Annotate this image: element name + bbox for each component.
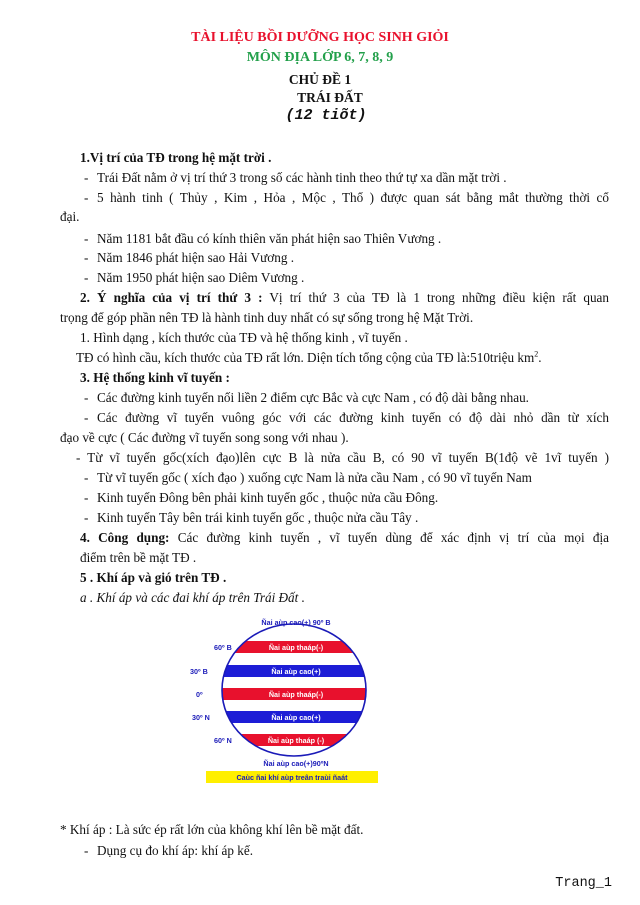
section-2-text: Vị trí thứ 3 của TĐ là 1 trong những điều kiện rất quan: [269, 290, 609, 305]
section-2-paragraph: [80, 290, 609, 306]
page-number: Trang_1: [555, 876, 612, 891]
label-belt-30s: Ñai aùp cao(+): [271, 713, 321, 722]
bullet-dash: -: [84, 843, 89, 858]
s3-bullet-3: - Từ vĩ tuyến gốc(xích đạo)lên cực B là nửa cầu B, có 90 vĩ tuyến B(1độ vẽ 1vĩ tuyến ): [76, 450, 609, 465]
s2-item-1: 1. Hình dạng , kích thước của TĐ và hệ thống kinh , vĩ tuyến .: [80, 330, 408, 345]
air-pressure-definition: * Khí áp : Là sức ép rất lớn của không khí lên bề mặt đất.: [60, 822, 364, 837]
document-subject: MÔN ĐỊA LỚP 6, 7, 8, 9: [246, 50, 394, 65]
s3-bullet-6: Kinh tuyến Tây bên trái kinh tuyến gốc , thuộc nửa cầu Tây .: [97, 510, 419, 525]
lat-label-60n: 60º B: [214, 643, 232, 652]
bullet-dash: -: [84, 410, 89, 425]
lat-label-equator: 0º: [196, 690, 203, 699]
section-4-text: Các đường kinh tuyến , vĩ tuyến dùng để xác định vị trí của mọi địa: [177, 530, 609, 545]
s1-bullet-2-cont: đại.: [60, 209, 80, 224]
label-belt-60s: Ñai aùp thaáp (-): [267, 736, 325, 745]
diagram-caption: Caùc ñai khí aùp treân traùi ñaát: [236, 773, 348, 782]
s1-bullet-3: Năm 1181 bắt đầu có kính thiên văn phát hiện sao Thiên Vương .: [97, 231, 442, 246]
s3-bullet-2: Các đường vĩ tuyến vuông góc với các đường kinh tuyến có độ dài nhỏ dần từ xích: [97, 410, 609, 425]
section-4-heading: 4. Công dụng:: [80, 530, 170, 545]
bullet-dash: -: [84, 270, 89, 285]
label-north-pole-high: Ñai aùp cao(+) 90º B: [261, 618, 331, 627]
topic-number: CHỦ ĐỀ 1: [288, 72, 352, 87]
bullet-dash: -: [84, 170, 89, 185]
label-south-pole-high: Ñai aùp cao(+)90ºN: [263, 759, 329, 768]
section-1-heading: 1.Vị trí của TĐ trong hệ mặt trời .: [80, 150, 272, 165]
section-5a-heading: a . Khí áp và các đai khí áp trên Trái Đất .: [80, 590, 305, 605]
s1-bullet-1: Trái Đất nằm ở vị trí thứ 3 trong số các hành tinh theo thứ tự xa dần mặt trời .: [97, 170, 507, 185]
section-2-heading: 2. Ý nghĩa của vị trí thứ 3 :: [80, 290, 263, 305]
pressure-belts-diagram: [190, 616, 390, 786]
s1-bullet-2: 5 hành tinh ( Thủy , Kim , Hỏa , Mộc , Thổ ) được quan sát bằng mắt thường thời cổ: [97, 190, 609, 205]
bullet-dash: -: [84, 190, 89, 205]
s3-bullet-5: Kinh tuyến Đông bên phải kinh tuyến gốc , thuộc nửa cầu Đông.: [97, 490, 439, 505]
label-belt-equator: Ñai aùp thaáp(-): [268, 690, 324, 699]
barometer-line: Dụng cụ đo khí áp: khí áp kế.: [97, 843, 254, 858]
bullet-dash: -: [84, 470, 89, 485]
s3-bullet-2-cont: đạo về cực ( Các đường vĩ tuyến song song với nhau ).: [60, 430, 349, 445]
lat-label-60s: 60º N: [214, 736, 232, 745]
s3-bullet-4: Từ vĩ tuyến gốc ( xích đạo ) xuống cực Nam là nửa cầu Nam , có 90 vĩ tuyến Nam: [97, 470, 532, 485]
lat-label-30n: 30º B: [190, 667, 208, 676]
lat-label-30s: 30º N: [192, 713, 210, 722]
bullet-dash: -: [84, 250, 89, 265]
label-belt-60n: Ñai aùp thaáp(-): [268, 643, 324, 652]
label-belt-30n: Ñai aùp cao(+): [271, 667, 321, 676]
bullet-dash: -: [84, 490, 89, 505]
document-title: TÀI LIỆU BỒI DƯỠNG HỌC SINH GIỎI: [191, 30, 449, 45]
section-4-paragraph: [80, 530, 609, 546]
section-4-text-cont: điểm trên bề mặt TĐ .: [80, 550, 197, 565]
bullet-dash: -: [84, 390, 89, 405]
s3-bullet-1: Các đường kinh tuyến nối liền 2 điểm cực Bắc và cực Nam , có độ dài bằng nhau.: [97, 390, 529, 405]
section-3-heading: 3. Hệ thống kinh vĩ tuyến :: [80, 370, 230, 385]
s1-bullet-4: Năm 1846 phát hiện sao Hải Vương .: [97, 250, 295, 265]
topic-name: TRÁI ĐẤT: [297, 90, 363, 105]
s2-item-1-text: TĐ có hình cầu, kích thước của TĐ rất lớn. Diện tích tổng cộng của TĐ là:510triệu $km^2$.: [76, 349, 542, 365]
section-2-text-cont: trọng để góp phần nên TĐ là hành tinh duy nhất có sự sống trong hệ Mặt Trời.: [60, 310, 474, 325]
bullet-dash: -: [84, 510, 89, 525]
topic-periods: (12 tiõt): [285, 107, 367, 124]
bullet-dash: -: [84, 231, 89, 246]
section-5-heading: 5 . Khí áp và gió trên TĐ .: [80, 570, 227, 585]
s1-bullet-5: Năm 1950 phát hiện sao Diêm Vương .: [97, 270, 305, 285]
